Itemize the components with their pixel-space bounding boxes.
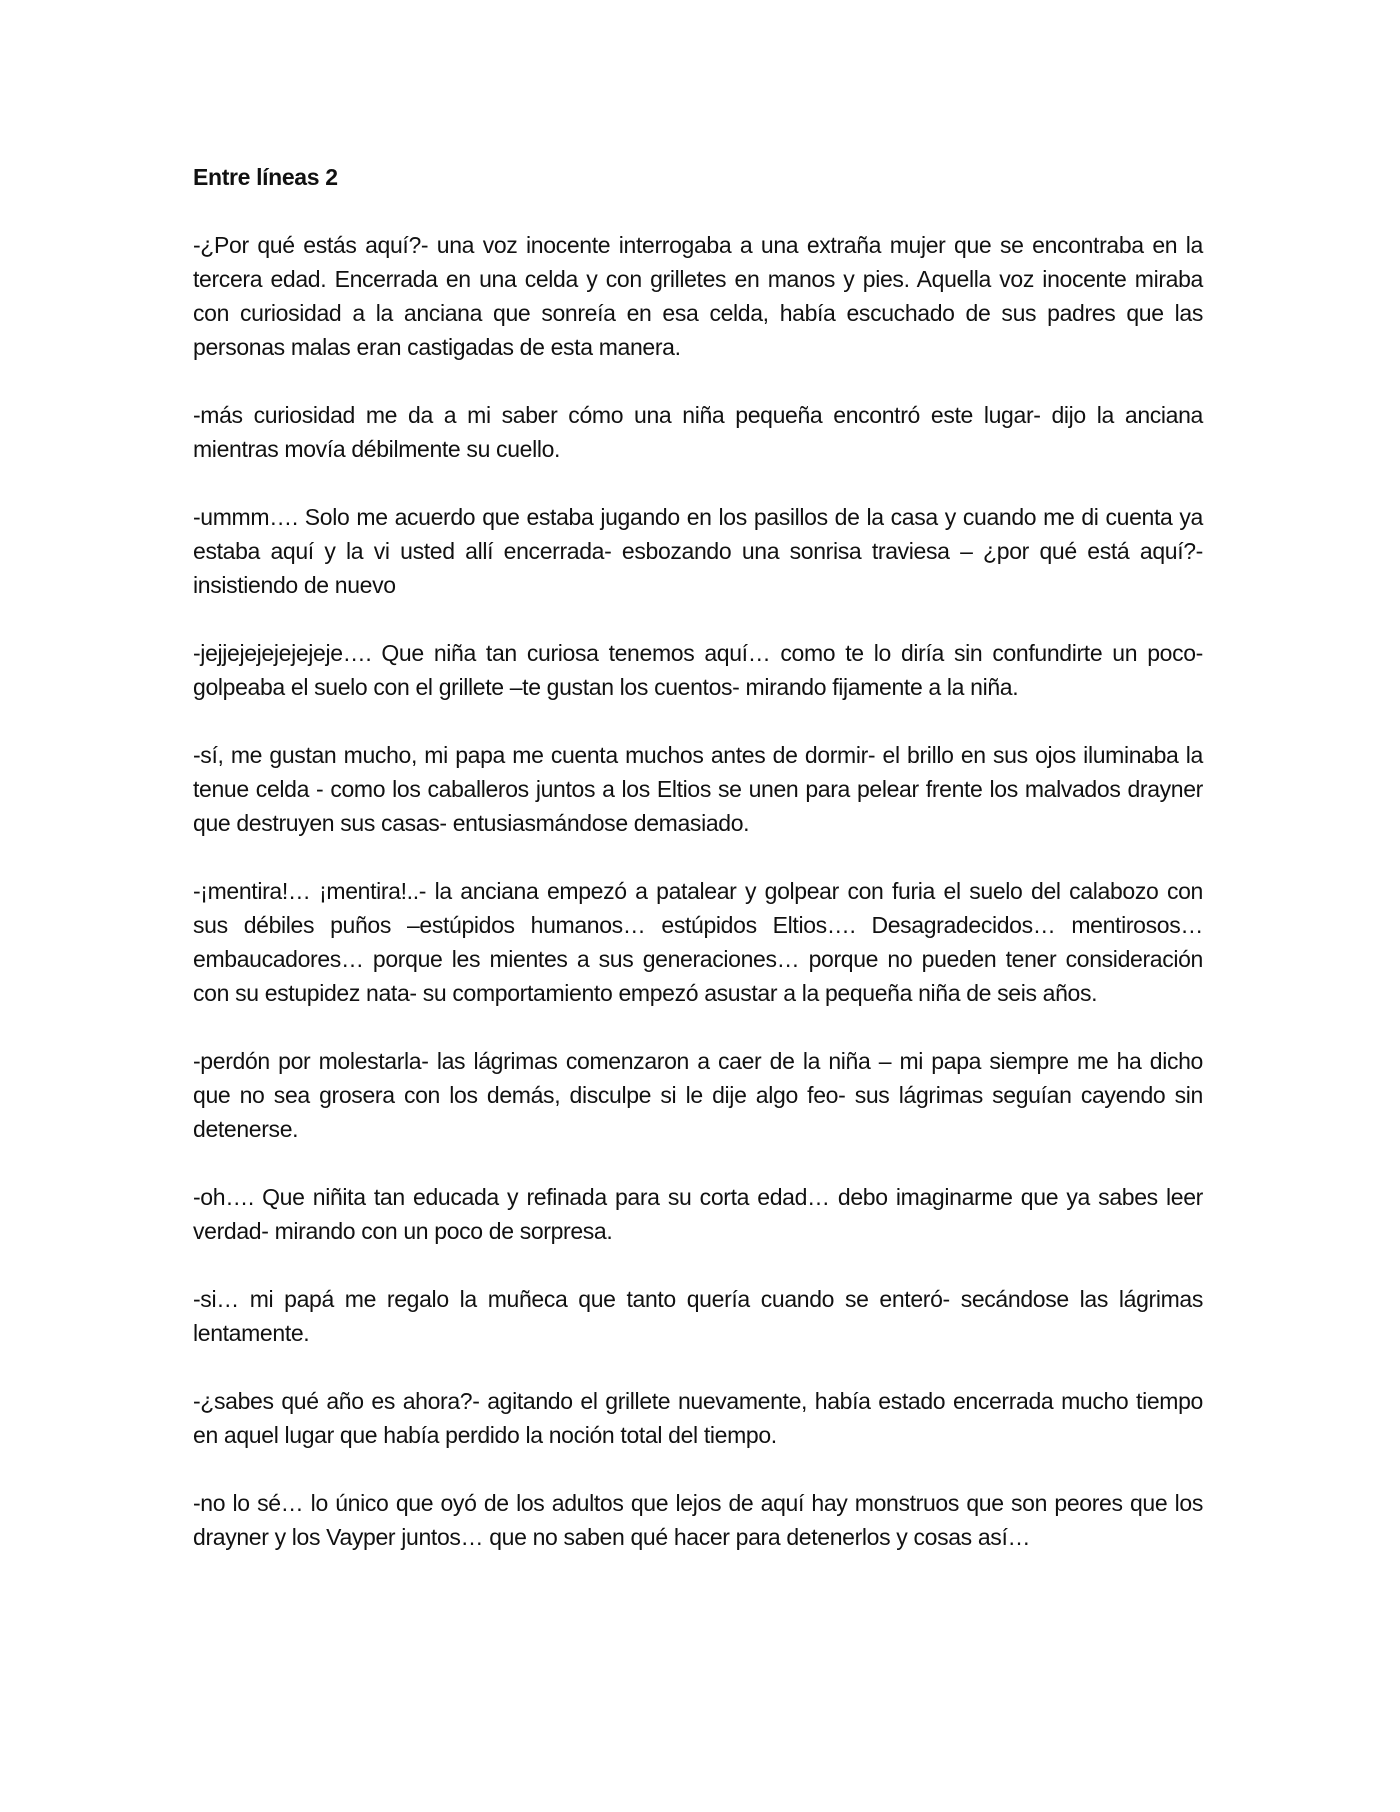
paragraph-3: -ummm…. Solo me acuerdo que estaba jugando en los pasillos de la casa y cuando me di cuenta ya estaba aquí y la vi usted allí encerrada- esbozando una sonrisa traviesa – ¿por qué está aquí?- insistiendo de nuevo bbox=[193, 504, 1203, 598]
paragraph-6: -¡mentira!… ¡mentira!..- la anciana empezó a patalear y golpear con furia el suelo del calabozo con sus débiles puños –estúpidos humanos… estúpidos Eltios…. Desagradecidos… mentirosos… embaucadores… porque les mientes a sus generaciones… porque no pueden tener consideración con su estupidez nata- su comportamiento empezó asustar a la pequeña niña de seis años. bbox=[193, 878, 1203, 1006]
paragraph-9: -si… mi papá me regalo la muñeca que tanto quería cuando se enteró- secándose las lágrimas lentamente. bbox=[193, 1286, 1203, 1346]
paragraph-1: -¿Por qué estás aquí?- una voz inocente interrogaba a una extraña mujer que se encontraba en la tercera edad. Encerrada en una celda y con grilletes en manos y pies. Aquella voz inocente miraba con curiosidad a la anciana que sonreía en esa celda, había escuchado de sus padres que las personas malas eran castigadas de esta manera. bbox=[193, 232, 1203, 360]
document-title: Entre líneas 2 bbox=[193, 164, 338, 190]
paragraph-2: -más curiosidad me da a mi saber cómo una niña pequeña encontró este lugar- dijo la anciana mientras movía débilmente su cuello. bbox=[193, 402, 1203, 462]
paragraph-8: -oh…. Que niñita tan educada y refinada para su corta edad… debo imaginarme que ya sabes leer verdad- mirando con un poco de sorpresa. bbox=[193, 1184, 1203, 1244]
paragraph-5: -sí, me gustan mucho, mi papa me cuenta muchos antes de dormir- el brillo en sus ojos iluminaba la tenue celda - como los caballeros juntos a los Eltios se unen para pelear frente los malvados drayner que destruyen sus casas- entusiasmándose demasiado. bbox=[193, 742, 1203, 836]
document-body bbox=[193, 160, 1203, 1588]
paragraph-4: -jejjejejejejejeje…. Que niña tan curiosa tenemos aquí… como te lo diría sin confundirte un poco-golpeaba el suelo con el grillete –te gustan los cuentos- mirando fijamente a la niña. bbox=[193, 640, 1203, 700]
paragraph-10: -¿sabes qué año es ahora?- agitando el grillete nuevamente, había estado encerrada mucho tiempo en aquel lugar que había perdido la noción total del tiempo. bbox=[193, 1388, 1203, 1448]
paragraph-7: -perdón por molestarla- las lágrimas comenzaron a caer de la niña – mi papa siempre me ha dicho que no sea grosera con los demás, disculpe si le dije algo feo- sus lágrimas seguían cayendo sin detenerse. bbox=[193, 1048, 1203, 1142]
paragraph-11: -no lo sé… lo único que oyó de los adultos que lejos de aquí hay monstruos que son peores que los drayner y los Vayper juntos… que no saben qué hacer para detenerlos y cosas así… bbox=[193, 1490, 1203, 1550]
